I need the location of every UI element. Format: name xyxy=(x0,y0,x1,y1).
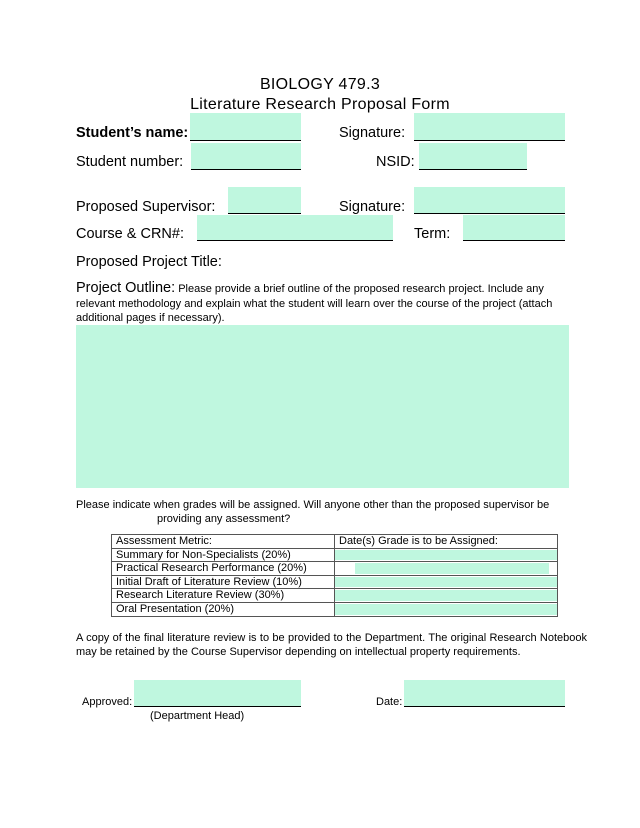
footer-note: A copy of the final literature review is to be provided to the Department. The original Research Notebook may be retained by the Course Supervisor depending on intellectual property requirements. xyxy=(76,632,587,658)
student-number-label: Student number: xyxy=(76,154,184,170)
course-code: BIOLOGY 479.3 xyxy=(259,76,381,93)
grades-question-line2: providing any assessment? xyxy=(157,513,291,525)
metric-cell: Research Literature Review (30%) xyxy=(112,589,335,603)
assessment-table xyxy=(111,534,558,617)
student-number-field[interactable] xyxy=(191,143,301,170)
supervisor-signature-field[interactable] xyxy=(414,187,565,214)
metric-cell: Initial Draft of Literature Review (10%) xyxy=(112,575,335,589)
approved-label: Approved: xyxy=(82,696,133,708)
table-row xyxy=(112,548,558,562)
date-cell-field[interactable] xyxy=(335,562,558,576)
nsid-field[interactable] xyxy=(419,143,527,170)
supervisor-label: Proposed Supervisor: xyxy=(76,199,216,215)
grades-question: Please indicate when grades will be assigned. Will anyone other than the proposed supervisor be xyxy=(76,499,550,511)
date-cell-field[interactable] xyxy=(335,548,558,562)
table-row xyxy=(112,602,558,616)
supervisor-signature-underline xyxy=(414,213,565,214)
date-cell-field[interactable] xyxy=(335,589,558,603)
project-outline-field[interactable] xyxy=(76,325,569,488)
table-row xyxy=(112,562,558,576)
supervisor-underline xyxy=(228,213,301,214)
project-outline-instructions: Please provide a brief outline of the proposed research project. Include any relevant methodology and explain what the student will learn over the course of the project (attach additional pages if necessary). xyxy=(76,283,553,324)
supervisor-field[interactable] xyxy=(228,187,301,214)
project-outline-label: Project Outline: xyxy=(76,280,176,296)
date-cell-field[interactable] xyxy=(335,575,558,589)
table-row xyxy=(112,589,558,603)
term-field[interactable] xyxy=(463,215,565,241)
course-crn-label: Course & CRN#: xyxy=(76,226,184,242)
term-label: Term: xyxy=(414,226,451,242)
project-title-label: Proposed Project Title: xyxy=(76,254,222,270)
supervisor-signature-label: Signature: xyxy=(339,199,406,215)
approved-field[interactable] xyxy=(134,680,301,707)
date-field[interactable] xyxy=(404,680,565,707)
term-underline xyxy=(463,240,565,241)
student-name-underline xyxy=(190,140,301,141)
nsid-underline xyxy=(419,169,527,170)
table-row xyxy=(112,575,558,589)
nsid-label: NSID: xyxy=(376,154,415,170)
student-signature-label: Signature: xyxy=(339,125,406,141)
col-header-date: Date(s) Grade is to be Assigned: xyxy=(335,535,558,549)
date-cell-field[interactable] xyxy=(335,602,558,616)
student-number-underline xyxy=(191,169,301,170)
col-header-metric: Assessment Metric: xyxy=(112,535,335,549)
metric-cell: Oral Presentation (20%) xyxy=(112,602,335,616)
approved-underline xyxy=(134,706,301,707)
metric-cell: Practical Research Performance (20%) xyxy=(112,562,335,576)
table-header-row xyxy=(112,535,558,549)
course-crn-underline xyxy=(197,240,393,241)
project-outline-block xyxy=(76,281,566,326)
metric-cell: Summary for Non-Specialists (20%) xyxy=(112,548,335,562)
department-head-caption: (Department Head) xyxy=(150,710,245,722)
date-underline xyxy=(404,706,565,707)
course-crn-field[interactable] xyxy=(197,215,393,241)
student-name-field[interactable] xyxy=(190,113,301,141)
student-signature-underline xyxy=(414,140,565,141)
student-name-label: Student’s name: xyxy=(76,125,189,141)
date-label: Date: xyxy=(376,696,403,708)
form-title: Literature Research Proposal Form xyxy=(190,96,450,113)
student-signature-field[interactable] xyxy=(414,113,565,141)
